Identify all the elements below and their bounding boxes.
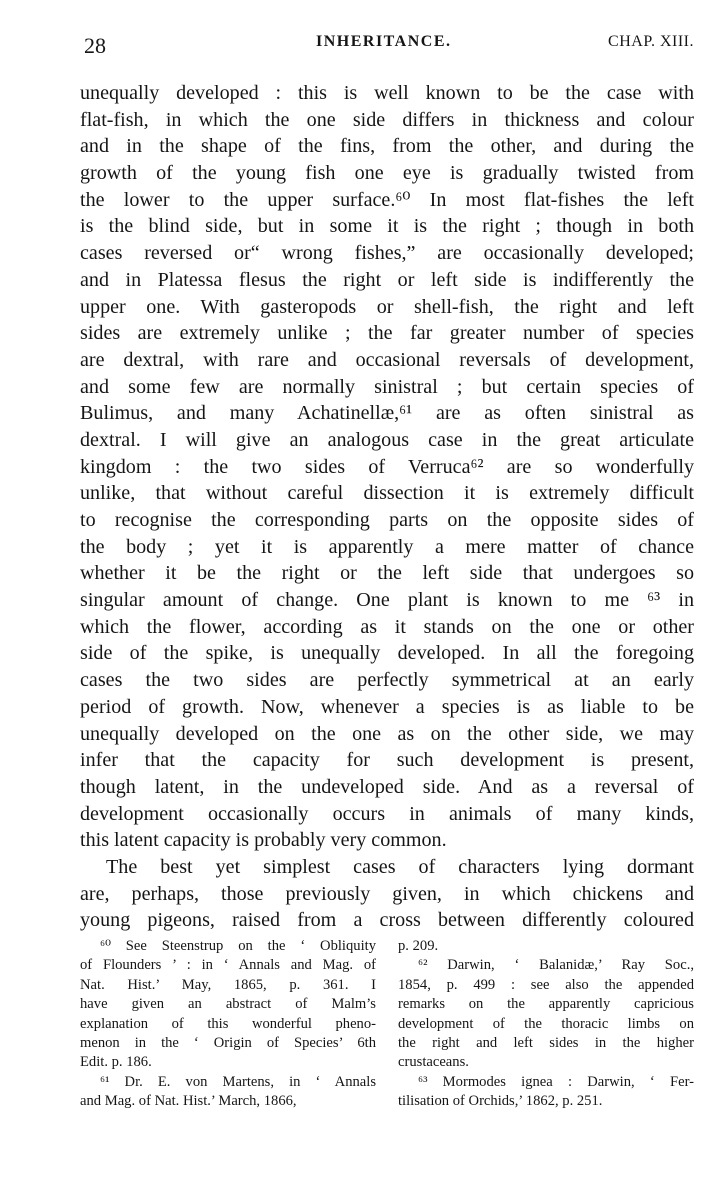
body-line: are dextral, with rare and occasional reversals of development, [80,348,694,371]
footnote-line: ⁶³ Mormodes ignea : Darwin, ‘ Fer- [418,1073,694,1090]
body-line: infer that the capacity for such development is present, [80,749,694,772]
body-line: which the flower, according as it stands on the one or other [80,615,694,638]
footnote-line: ⁶⁰ See Steenstrup on the ‘ Obliquity [100,938,376,954]
body-line: cases reversed or“ wrong fishes,” are occasionally developed; [80,242,694,265]
body-line: The best yet simplest cases of characters lying dormant [106,855,694,878]
footnote-line: Edit. p. 186. [80,1054,152,1071]
body-line: whether it be the right or the left side that undergoes so [80,562,694,585]
body-line: this latent capacity is probably very common. [80,829,447,852]
body-line: side of the spike, is unequally developed. In all the foregoing [80,642,694,665]
footnote-line: tilisation of Orchids,’ 1862, p. 251. [398,1093,603,1110]
body-line: is the blind side, but in some it is the right ; though in both [80,215,694,238]
body-line: unequally developed : this is well known to be the case with [80,82,694,104]
body-line: though latent, in the undeveloped side. And as a reversal of [80,775,694,798]
body-line: growth of the young fish one eye is gradually twisted from [80,162,694,185]
body-line: the lower to the upper surface.⁶⁰ In most flat-fishes the left [80,188,694,211]
footnote-line: crustaceans. [398,1054,469,1071]
body-line: development occasionally occurs in animals of many kinds, [80,802,694,825]
body-line: dextral. I will give an analogous case in the great articulate [80,428,694,451]
footnote-line: the right and left sides in the higher [398,1034,694,1051]
footnote-line: and Mag. of Nat. Hist.’ March, 1866, [80,1093,297,1110]
body-line: and in Platessa flesus the right or left side is indifferently the [80,268,694,291]
running-title: INHERITANCE. [316,33,452,50]
body-line: unequally developed on the one as on the other side, we may [80,722,694,745]
chapter-label: CHAP. XIII. [608,33,694,50]
footnote-line: development of the thoracic limbs on [398,1015,694,1032]
footnotes-left-column [80,937,376,1112]
footnote-line: 1854, p. 499 : see also the appended [398,976,694,993]
body-line: the body ; yet it is apparently a mere matter of chance [80,535,694,558]
body-line: and some few are normally sinistral ; but certain species of [80,375,694,398]
body-line: and in the shape of the fins, from the other, and during the [80,135,694,158]
body-text [80,80,694,934]
footnotes-right-column [398,937,694,1112]
footnote-line: have given an abstract of Malm’s [80,996,376,1013]
footnote-line: of Flounders ’ : in ‘ Annals and Mag. of [80,957,376,974]
body-line: sides are extremely unlike ; the far greater number of species [80,322,694,345]
body-line: Bulimus, and many Achatinellæ,⁶¹ are as often sinistral as [80,402,694,425]
body-line: unlike, that without careful dissection it is extremely difficult [80,482,694,505]
page-number: 28 [84,33,106,58]
body-line: are, perhaps, those previously given, in which chickens and [80,882,694,905]
footnote-line: explanation of this wonderful pheno- [80,1015,376,1032]
body-line: period of growth. Now, whenever a species is as liable to be [80,695,694,718]
body-line: cases the two sides are perfectly symmetrical at an early [80,669,694,692]
body-line: flat-fish, in which the one side differs in thickness and colour [80,108,694,131]
footnote-line: ⁶¹ Dr. E. von Martens, in ‘ Annals [100,1073,376,1090]
footnote-line: Nat. Hist.’ May, 1865, p. 361. I [80,976,376,993]
footnote-line: ⁶² Darwin, ‘ Balanidæ,’ Ray Soc., [418,957,694,974]
footnote-line: p. 209. [398,938,439,954]
body-line: to recognise the corresponding parts on the opposite sides of [80,509,694,531]
body-line: singular amount of change. One plant is known to me ⁶³ in [80,589,694,612]
footnote-line: menon in the ‘ Origin of Species’ 6th [80,1034,376,1051]
body-line: kingdom : the two sides of Verruca⁶² are so wonderfully [80,455,694,478]
body-line: young pigeons, raised from a cross between differently coloured [80,909,694,932]
footnote-line: remarks on the apparently capricious [398,996,694,1013]
body-line: upper one. With gasteropods or shell-fish, the right and left [80,295,694,318]
running-header [84,33,694,57]
